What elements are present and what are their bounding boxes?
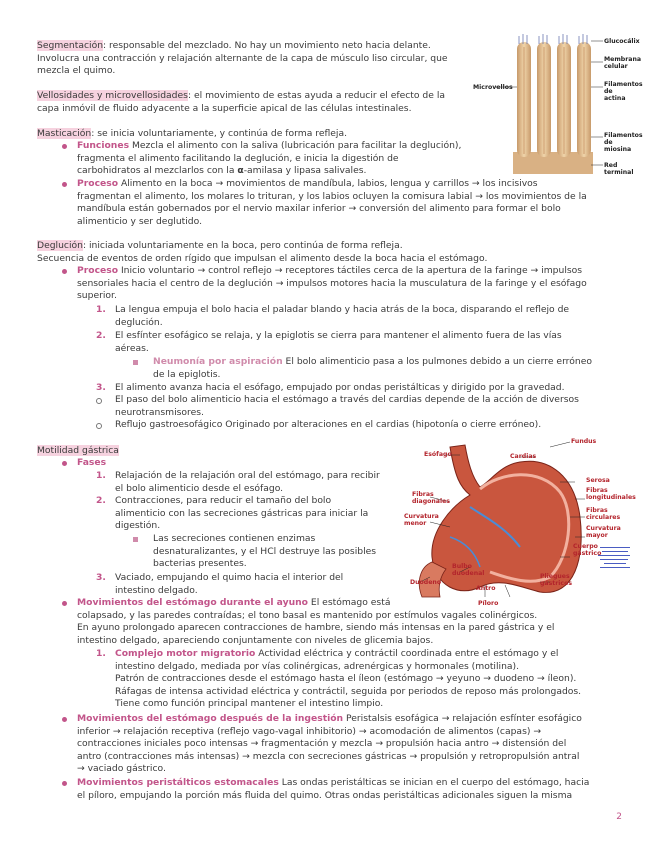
motilidad-term: Motilidad gástrica — [37, 445, 119, 456]
vellosidades-paragraph: Vellosidades y microvellosidades: el movimiento de estas ayuda a reducir el efecto de la capa inmóvil de fluido adyacente a la superficie apical de las células intestinales. — [37, 90, 446, 114]
fase-2-secreciones: Las secreciones contienen enzimas desnaturalizantes, y el HCl destruye las posibles bacterias presentes. — [153, 533, 377, 570]
fases-heading: Fases — [77, 457, 107, 468]
stomach-figure — [404, 437, 636, 607]
label-bulbo: Bulbo duodenal — [452, 563, 485, 577]
bullet — [62, 144, 67, 149]
movimientos-ayuno: Movimientos del estómago durante el ayuno El estómago está colapsado, y las paredes contraídas; el tono basal es mantenido por estímulos vagales colinérgicos. En ayuno prolongado aparecen contracciones de hambre, siendo más intensas en la pared gástrica y el intestino delgado, apareciendo conjuntamente con niveles de glicemia bajos. — [77, 597, 555, 646]
label-fundus: Fundus — [571, 438, 597, 445]
page-number: 2 — [616, 812, 622, 822]
bullet — [62, 601, 67, 606]
segmentacion-term: Segmentación — [37, 40, 104, 51]
fase-1: Relajación de la relajación oral del estómago, para recibir el bolo alimenticio desde el esófago. — [115, 470, 380, 494]
circle-bullet — [96, 398, 102, 404]
bullet — [62, 461, 67, 466]
deglucion-step-2: El esfínter esofágico se relaja, y la epiglotis se cierra para mantener el alimento fuera de las vías aéreas. — [115, 330, 562, 354]
masticacion-term: Masticación — [37, 128, 92, 139]
label-fibras-circ: Fibras circulares — [586, 507, 621, 521]
movimientos-peristalticos: Movimientos peristálticos estomacales Las ondas peristálticas se inician en el cuerpo del estómago, hacia el píloro, empujando la porción más fluida del quimo. Otras ondas peristálticas adicionales siguen la misma — [77, 777, 590, 801]
masticacion-funciones: Funciones Mezcla el alimento con la saliva (lubricación para facilitar la deglución), fragmenta el alimento facilitando la deglución, e inicia la digestión de carbohidratos al mezclarlos con la α-amilasa y lipasa salivales. — [77, 140, 462, 177]
label-serosa: Serosa — [586, 477, 610, 484]
label-piloro: Píloro — [478, 600, 499, 607]
deglucion-cardias: El paso del bolo alimenticio hacia el estómago a través del cardias depende de la acción de diversos neurotransmisores. — [115, 394, 579, 418]
deglucion-title: Deglución: iniciada voluntariamente en la boca, pero continúa de forma refleja. Secuencia de eventos de orden rígido que impulsan el alimento desde la boca hacia el estómago. — [37, 240, 488, 264]
label-pliegues: Pliegues gástricos — [540, 573, 573, 587]
masticacion-title: Masticación: se inicia voluntariamente, y continúa de forma refleja. — [37, 128, 348, 139]
complejo-motor: Complejo motor migratorio Actividad eléctrica y contráctil coordinada entre el estómago y el intestino delgado, mediada por vías colinérgicas, adrenérgicas y hormonales (motilina). Patrón de contracciones desde el estómago hasta el íleon (estómago → yeyuno → duodeno → íleon). Ráfagas de intensa actividad eléctrica y contráctil, seguida por periodos de reposo más prolongados. Tiene como función principal mantener el intestino limpio. — [115, 648, 582, 710]
label-microvellos: Microvellos — [473, 84, 513, 91]
neumonia-aspiracion: Neumonía por aspiración El bolo alimenticio pasa a los pulmones debido a un cierre erróneo de la epiglotis. — [153, 356, 592, 380]
deglucion-proceso: Proceso Inicio voluntario → control reflejo → receptores táctiles cerca de la apertura de la faringe → impulsos sensoriales hacia el centro de la deglución → impulsos motores hacia la musculatura de la faringe y el esófago superior. — [77, 265, 587, 302]
square-bullet — [133, 360, 138, 365]
stomach-illustration — [410, 437, 635, 607]
circle-bullet — [96, 423, 102, 429]
masticacion-proceso: Proceso Alimento en la boca → movimientos de mandíbula, labios, lengua y carrillos → los incisivos fragmentan el alimento, los molares lo trituran, y los labios ocluyen la comisura labial → los movimientos de la mandíbula están gobernados por el nervio maxilar inferior → conversión del alimento para formar el bolo alimenticio y ser deglutido. — [77, 178, 587, 227]
deglucion-reflujo: Reflujo gastroesofágico Originado por alteraciones en el cardias (hipotonía o cierre erróneo). — [115, 419, 542, 430]
label-filamentos-actina: Filamentos de actina — [604, 81, 643, 102]
label-fibras-diag: Fibras diagonales — [412, 491, 450, 505]
square-bullet — [133, 537, 138, 542]
deglucion-step-1: La lengua empuja el bolo hacia el paladar blando y hacia atrás de la boca, disparando el reflejo de deglución. — [115, 304, 570, 328]
label-duodeno: Duodeno — [410, 579, 442, 586]
document-page: Segmentación: responsable del mezclado. No hay un movimiento neto hacia delante. Involucra una contracción y relajación alternante de la capa de músculo liso circular, que mezcla el quimo. Vellosidades y microvellosidades: el movimiento de estas ayuda a reducir el efecto de la capa inmóvil de fluido adyacente a la superficie apical de las células intestinales. Glucocálix Membrana celular Microvellos Filamentos de actina Filamentos de miosina Red terminal Masticación: se inicia voluntariamente, y continúa de forma refleja. Funciones Mezcla el alimento con la saliva (lubricación para facilitar la deglución), fragmenta el alimento facilitando la deglución, e inicia la digestión de carbohidratos al mezclarlos con la α-amilasa y lipasa salivales. Proceso Alimento en la boca → movimientos de mandíbula, labios, lengua y carrillos → los incisivos fragmentan el alimento, los molares lo trituran, y los labios ocluyen la comisura labial → los movimientos de la mandíbula están gobernados por el nervio maxilar inferior → conversión del alimento para formar el bolo alimenticio y ser deglutido. Deglución: iniciada voluntariamente en la boca, pero continúa de forma refleja. Secuencia de eventos de orden rígido que impulsan el alimento desde la boca hacia el estómago. Proceso Inicio voluntario → control reflejo → receptores táctiles cerca de la apertura de la faringe → impulsos sensoriales hacia el centro de la deglución → impulsos motores hacia la musculatura de la faringe y el esófago superior. 1. La lengua empuja el bolo hacia el paladar blando y hacia atrás de la boca, disparando el reflejo de deglución. 2. El esfínter esofágico se relaja, y la epiglotis se cierra para mantener el alimento fuera de las vías aéreas. Neumonía por aspiración El bolo alimenticio pasa a los pulmones debido a un cierre erróneo de la epiglotis. 3. El alimento avanza hacia el esófago, empujado por ondas peristálticas y dirigido por la gravedad. El paso del bolo alimenticio hacia el estómago a través del cardias depende de la acción de diversos neurotransmisores. Reflujo gastroesofágico Originado por alteraciones en el cardias (hipotonía o cierre erróneo). Motilidad gástrica Fases 1. Relajación de la relajación oral del estómago, para recibir el bolo alimenticio desde el esófago. 2. Contracciones, para reducir el tamaño del bolo alimenticio con las secreciones gástricas para iniciar la digestión. Las secreciones contienen enzimas desnaturalizantes, y el HCl destruye las posibles bacterias presentes. 3. Vaciado, empujando el quimo hacia el interior del intestino delgado. Fundus Esófago Cardias Serosa Fibras longitudinales Fibras circulares Fibras diagonales Curvatura menor Curvatura mayor Cuerpo gástrico Bulbo duodenal Duodeno Antro Pliegues gástricos Píloro Movimientos del estómago durante el ayuno El estómago está colapsado, y las paredes contraídas; el tono basal es mantenido por estímulos vagales colinérgicos. En ayuno prolongado aparecen contracciones de hambre, siendo más intensas en la pared gástrica y el intestino delgado, apareciendo conjuntamente con niveles de glicemia bajos. 1. Complejo motor migratorio Actividad eléctrica y contráctil coordinada entre el estómago y el intestino delgado, mediada por vías colinérgicas, adrenérgicas y hormonales (motilina). Patrón de contracciones desde el estómago hasta el íleon (estómago → yeyuno → duodeno → íleon). Ráfagas de intensa actividad eléctrica y contráctil, seguida por periodos de reposo más prolongados. Tiene como función principal mantener el intestino limpio. Movimientos del estómago después de la ingestión Peristalsis esofágica → relajación esfínter esofágico inferior → relajación receptiva (reflejo vago-vagal inhibitorio) → acomodación de alimentos (capas) → contracciones iniciales poco intensas → fragmentación y mezcla → propulsión hacia antro → distensión del antro (contracciones más intensas) → mezcla con secreciones gástricas → propulsión y retropropulsión antral → vaciado gástrico. Movimientos peristálticos estomacales Las ondas peristálticas se inician en el cuerpo del estómago, hacia el píloro, empujando la porción más fluida del quimo. Otras ondas peristálticas adicionales siguen la misma 2 — [0, 0, 655, 848]
bullet — [62, 269, 67, 274]
label-curv-menor: Curvatura menor — [404, 513, 439, 527]
label-esofago: Esófago — [424, 451, 452, 458]
label-antro: Antro — [476, 585, 496, 592]
movimientos-ingestion: Movimientos del estómago después de la ingestión Peristalsis esofágica → relajación esfínter esofágico inferior → relajación receptiva (reflejo vago-vagal inhibitorio) → acomodación de alimentos (capas) → contracciones iniciales poco intensas → fragmentación y mezcla → propulsión hacia antro → distensión del antro (contracciones más intensas) → mezcla con secreciones gástricas → propulsión y retropropulsión antral → vaciado gástrico. — [77, 713, 582, 775]
deglucion-term: Deglución — [37, 240, 83, 251]
bullet — [62, 182, 67, 187]
label-glucocalix: Glucocálix — [604, 38, 640, 45]
microvilli-illustration — [495, 32, 643, 177]
segmentacion-paragraph: Segmentación: responsable del mezclado. No hay un movimiento neto hacia delante. Involucra una contracción y relajación alternante de la capa de músculo liso circular, que mezcla el quimo. — [37, 40, 448, 77]
vellosidades-term: Vellosidades y microvellosidades — [37, 90, 188, 101]
label-red-terminal: Red terminal — [604, 162, 634, 176]
bullet — [62, 781, 67, 786]
label-membrana: Membrana celular — [604, 56, 642, 70]
label-cardias: Cardias — [510, 453, 537, 460]
fase-2: Contracciones, para reducir el tamaño del bolo alimenticio con las secreciones gástricas para iniciar la digestión. — [115, 495, 369, 532]
microvilli-figure — [473, 32, 643, 177]
label-curv-mayor: Curvatura mayor — [586, 525, 621, 539]
deglucion-step-3: El alimento avanza hacia el esófago, empujado por ondas peristálticas y dirigido por la gravedad. — [115, 382, 565, 393]
motilidad-title — [37, 445, 337, 458]
fase-3: Vaciado, empujando el quimo hacia el interior del intestino delgado. — [115, 572, 344, 596]
label-filamentos-miosina: Filamentos de miosina — [604, 132, 643, 153]
label-fibras-long: Fibras longitudinales — [586, 487, 636, 501]
bullet — [62, 717, 67, 722]
label-cuerpo: Cuerpo gástrico — [573, 543, 602, 557]
